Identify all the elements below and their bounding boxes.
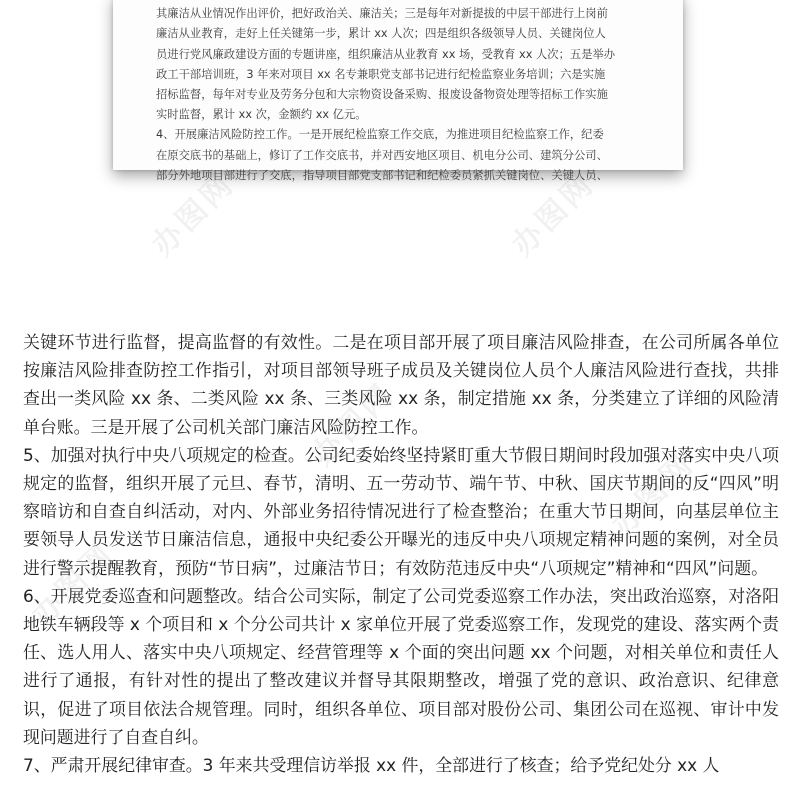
document-preview-card — [113, 0, 683, 182]
preview-area — [0, 0, 800, 300]
paragraph: 6、开展党委巡查和问题整改。结合公司实际，制定了公司党委巡察工作办法，突出政治巡察，对洛阳地铁车辆段等 x 个项目和 x 个分公司共计 x 家单位开展了党委巡察工作，发现党的建设、落实两个责任、选人用人、落实中央八项规定、经营管理等 x 个面的突出问题 xx 个问题，对相关单位和责任人进行了通报，有针对性的提出了整改建议并督导其限期整改，增强了党的意识、政治意识、纪律意识，促进了项目依法合规管理。同时，组织各单位、项目部对股份公司、集团公司在巡视、审计中发现问题进行了自查自纠。 — [23, 585, 779, 747]
watermark: 办图网 — [605, 446, 702, 543]
preview-line: 员进行党风廉政建设方面的专题讲座，组织廉洁从业教育 xx 场，受教育 xx 人次；五是举办 — [156, 47, 616, 61]
watermark: 办图网 — [25, 536, 122, 633]
preview-line: 实时监督，累计 xx 次，金额约 xx 亿元。 — [156, 108, 367, 122]
paragraph: 关键环节进行监督，提高监督的有效性。二是在项目部开展了项目廉洁风险排查，在公司所属各单位按廉洁风险排查防控工作指引，对项目部领导班子成员及关键岗位人员个人廉洁风险进行查找，共排查出一类风险 xx 条、二类风险 xx 条、三类风险 xx 条，制定措施 xx 条，分类建立了详细的风险清单台账。三是开展了公司机关部门廉洁风险防控工作。 — [23, 332, 779, 437]
preview-line: 其廉洁从业情况作出评价，把好政治关、廉洁关；三是每年对新提拔的中层干部进行上岗前 — [156, 7, 608, 21]
preview-line: 4、开展廉洁风险防控工作。一是开展纪检监察工作交底，为推进项目纪检监察工作，纪委 — [156, 128, 604, 142]
preview-line: 部分外地项目部进行了交底，指导项目部党支部书记和纪检委员紧抓关键岗位、关键人员、 — [156, 168, 608, 182]
paragraph: 7、严肃开展纪律审查。3 年来共受理信访举报 xx 件，全部进行了核查；给予党纪处分 xx 人 — [23, 755, 720, 776]
paragraph: 5、加强对执行中央八项规定的检查。公司纪委始终坚持紧盯重大节假日期间时段加强对落实中央八项规定的监督，组织开展了元旦、春节，清明、五一劳动节、端午节、中秋、国庆节期间的反“四风”明察暗访和自查自纠活动，对内、外部业务招待情况进行了检查整治；在重大节日期间，向基层单位主要领导人员发送节日廉洁信息，通报中央纪委公开曝光的违反中央八项规定精神问题的案例，对全员进行警示提醒教育，预防“节日病”，过廉洁节日；有效防范违反中央“八项规定”精神和“四风”问题。 — [23, 444, 779, 578]
preview-text — [156, 0, 646, 186]
preview-line: 在原交底书的基础上，修订了工作交底书，并对西安地区项目、机电分公司、建筑分公司、 — [156, 148, 608, 162]
watermark: 办图网 — [305, 376, 402, 473]
preview-line: 政工干部培训班，3 年来对项目 xx 名专兼职党支部书记进行纪检监察业务培训；六是实施 — [156, 67, 606, 81]
preview-line: 招标监督，每年对专业及劳务分包和大宗物资设备采购、报废设备物资处理等招标工作实施 — [156, 88, 608, 102]
preview-line: 廉洁从业教育，走好上任关键第一步，累计 xx 人次；四是组织各级领导人员、关键岗位人 — [156, 27, 606, 41]
document-body — [23, 328, 779, 779]
